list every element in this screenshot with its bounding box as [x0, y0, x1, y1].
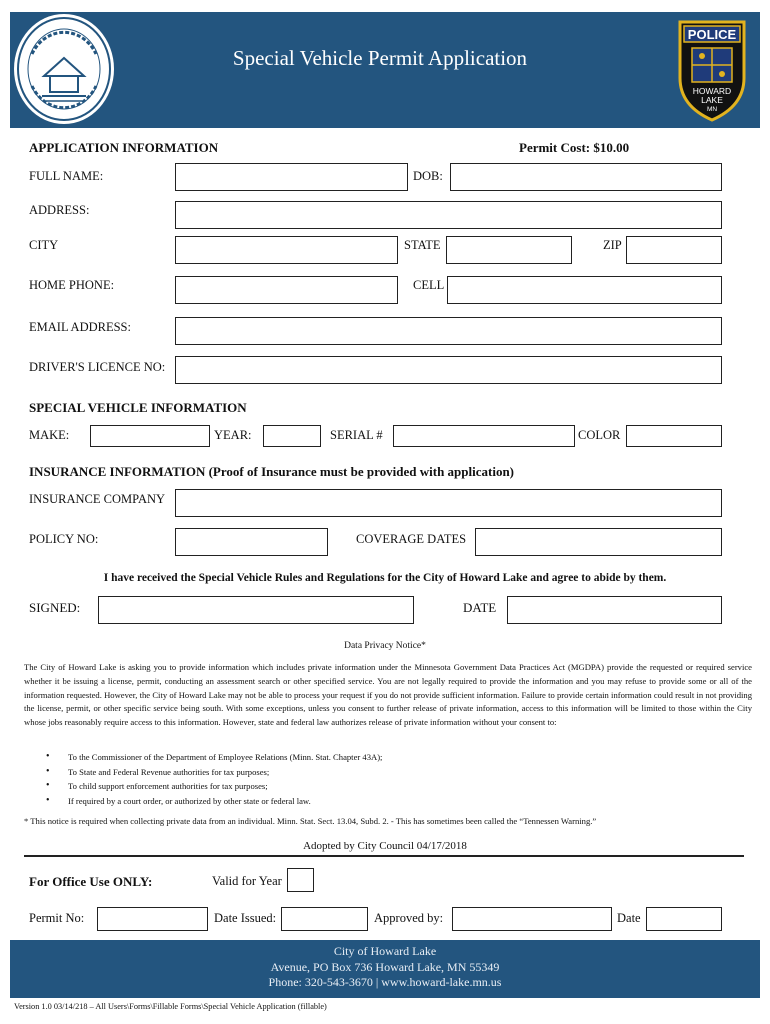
insurance-heading: INSURANCE INFORMATION (Proof of Insurance must be provided with application): [29, 464, 514, 479]
privacy-bullet-list: [46, 750, 746, 808]
year-label: YEAR:: [214, 428, 252, 442]
signed-date-label: DATE: [463, 600, 497, 615]
signed-date-field[interactable]: [507, 596, 722, 624]
privacy-notice-title: Data Privacy Notice*: [344, 641, 426, 651]
address-field[interactable]: [175, 201, 722, 229]
police-badge-logo: [676, 18, 748, 122]
coverage-dates-field[interactable]: [475, 528, 722, 556]
footer-city: City of Howard Lake: [333, 944, 437, 958]
serial-field[interactable]: [393, 425, 575, 447]
address-label: ADDRESS:: [29, 203, 90, 217]
cell-label: CELL: [413, 278, 445, 292]
svg-text:MN: MN: [706, 106, 718, 113]
office-use-heading: For Office Use ONLY:: [29, 874, 153, 889]
list-item: • To child support enforcement authorities for tax purposes;: [46, 779, 746, 794]
policy-no-field[interactable]: [175, 528, 328, 556]
coverage-dates-label: COVERAGE DATES: [356, 532, 467, 546]
application-heading: APPLICATION INFORMATION: [29, 140, 219, 155]
city-label: CITY: [29, 238, 59, 252]
city-seal-logo: [14, 14, 114, 124]
divider: [24, 855, 744, 857]
footer-banner: [10, 940, 760, 998]
date-issued-field[interactable]: [281, 907, 368, 931]
zip-field[interactable]: [626, 236, 722, 264]
email-label: EMAIL ADDRESS:: [29, 320, 131, 334]
valid-for-year-label: Valid for Year: [212, 874, 282, 888]
svg-text:LAKE: LAKE: [701, 95, 723, 105]
state-label: STATE: [404, 238, 441, 252]
make-label: MAKE:: [29, 428, 70, 442]
color-label: COLOR: [578, 428, 621, 442]
permit-no-label: Permit No:: [29, 911, 85, 925]
svg-text:HOWARD: HOWARD: [692, 86, 732, 96]
color-field[interactable]: [626, 425, 722, 447]
full-name-label: FULL NAME:: [29, 169, 104, 183]
privacy-notice-body: The City of Howard Lake is asking you to provide information which includes private information under the Minnesota Government Data Practices Act (MGDPA) provide the requested or required service whether it be issuing a license, permit, conducting an assessment search or other specified service. You are not legally required to provide the information and you may refuse to provide some or all of the information requested. However, the City of Howard Lake may not be able to process your request if you do not provide sufficient information. Failure to provide certain information could result in not providing the license, permit, or other specific service being south. With some exceptions, unless you consent to further release of private information, access to this information will be limited to those within the City whose jobs reasonably require access to this information. However, state and federal law authorizes release of private information without your consent to:: [24, 662, 752, 728]
home-phone-field[interactable]: [175, 276, 398, 304]
email-field[interactable]: [175, 317, 722, 345]
adopted-date: Adopted by City Council 04/17/2018: [303, 840, 467, 852]
dob-field[interactable]: [450, 163, 722, 191]
state-field[interactable]: [446, 236, 572, 264]
cell-field[interactable]: [447, 276, 722, 304]
make-field[interactable]: [90, 425, 210, 447]
dob-label: DOB:: [413, 169, 443, 183]
zip-label: ZIP: [603, 238, 622, 252]
signature-field[interactable]: [98, 596, 414, 624]
privacy-footnote: * This notice is required when collecting private data from an individual. Minn. Stat. Sect. 13.04, Subd. 2. - This has sometimes been called the “Tennessen Warning.”: [24, 816, 597, 826]
approved-by-label: Approved by:: [374, 911, 444, 925]
full-name-field[interactable]: [175, 163, 408, 191]
vehicle-heading: SPECIAL VEHICLE INFORMATION: [29, 400, 247, 415]
list-item: • To State and Federal Revenue authorities for tax purposes;: [46, 765, 746, 780]
licence-label: DRIVER'S LICENCE NO:: [29, 360, 166, 374]
home-phone-label: HOME PHONE:: [29, 278, 115, 292]
svg-text:POLICE: POLICE: [687, 27, 737, 42]
office-date-label: Date: [617, 911, 641, 925]
permit-no-field[interactable]: [97, 907, 208, 931]
policy-no-label: POLICY NO:: [29, 532, 99, 546]
signed-label: SIGNED:: [29, 600, 81, 615]
office-date-field[interactable]: [646, 907, 722, 931]
city-field[interactable]: [175, 236, 398, 264]
licence-field[interactable]: [175, 356, 722, 384]
permit-cost: Permit Cost: $10.00: [519, 140, 630, 155]
insurance-company-field[interactable]: [175, 489, 722, 517]
insurance-company-label: INSURANCE COMPANY: [29, 492, 166, 506]
list-item: • To the Commissioner of the Department of Employee Relations (Minn. Stat. Chapter 43A);: [46, 750, 746, 765]
footer-address: Avenue, PO Box 736 Howard Lake, MN 55349: [270, 959, 500, 974]
version-note: Version 1.0 03/14/218 – All Users\Forms\Fillable Forms\Special Vehicle Application (fillable): [14, 1002, 327, 1011]
valid-for-year-field[interactable]: [287, 868, 314, 892]
footer-contact: Phone: 320-543-3670 | www.howard-lake.mn.us: [268, 975, 502, 989]
agreement-statement: I have received the Special Vehicle Rules and Regulations for the City of Howard Lake and agree to abide by them.: [103, 572, 667, 584]
approved-by-field[interactable]: [452, 907, 612, 931]
date-issued-label: Date Issued:: [214, 911, 277, 925]
list-item: • If required by a court order, or authorized by other state or federal law.: [46, 794, 746, 809]
serial-label: SERIAL #: [330, 428, 383, 442]
form-title: Special Vehicle Permit Application: [232, 46, 528, 70]
year-field[interactable]: [263, 425, 321, 447]
